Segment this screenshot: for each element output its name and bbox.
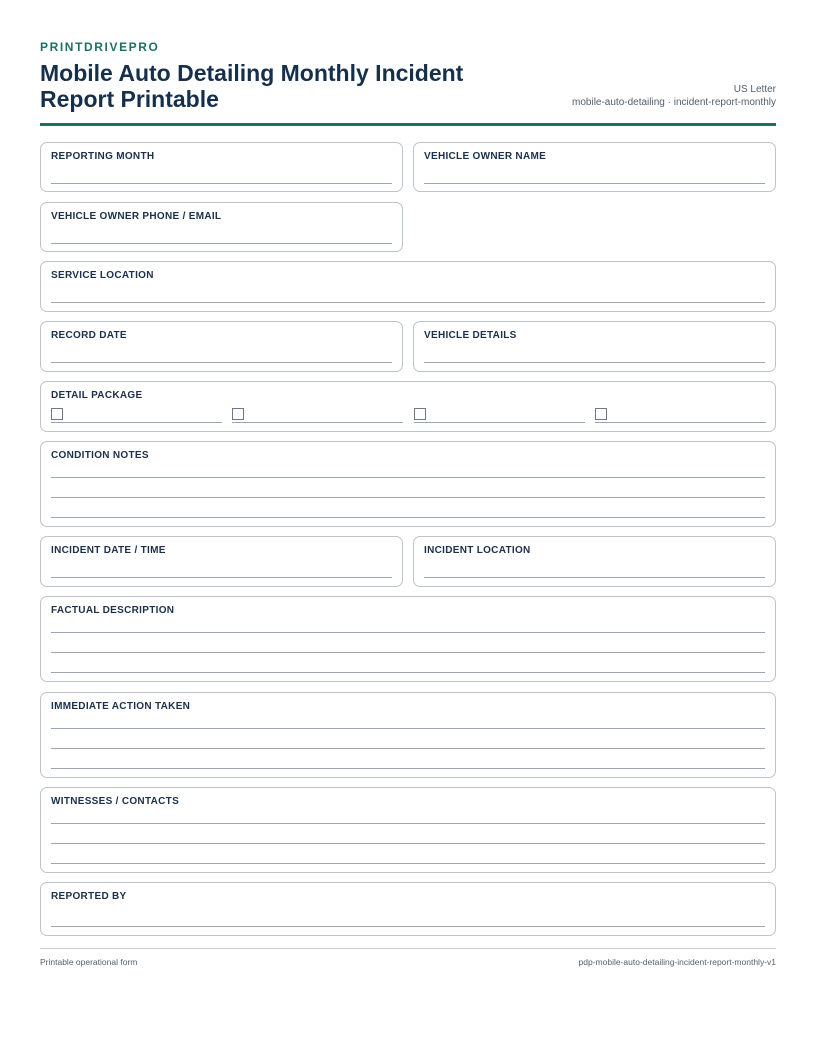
condition-notes-label: CONDITION NOTES bbox=[51, 450, 149, 461]
factual-description-label: FACTUAL DESCRIPTION bbox=[51, 605, 175, 616]
detail-package-label: DETAIL PACKAGE bbox=[51, 390, 143, 401]
service-location-input-line[interactable] bbox=[51, 302, 765, 303]
incident-location-label: INCIDENT LOCATION bbox=[424, 545, 531, 556]
condition-notes-line-1[interactable] bbox=[51, 477, 765, 478]
service-location-field bbox=[40, 261, 776, 312]
reporting-month-input-line[interactable] bbox=[51, 183, 392, 184]
witnesses-line-2[interactable] bbox=[51, 843, 765, 844]
page-header bbox=[40, 40, 776, 126]
factual-description-line-3[interactable] bbox=[51, 672, 765, 673]
immediate-action-label: IMMEDIATE ACTION TAKEN bbox=[51, 701, 191, 712]
vehicle-owner-contact-label: VEHICLE OWNER PHONE / EMAIL bbox=[51, 211, 222, 222]
footer-left-text: Printable operational form bbox=[40, 957, 138, 967]
factual-description-line-2[interactable] bbox=[51, 652, 765, 653]
vehicle-owner-contact-input-line[interactable] bbox=[51, 243, 392, 244]
footer-divider bbox=[40, 948, 776, 949]
vehicle-details-label: VEHICLE DETAILS bbox=[424, 330, 517, 341]
checkbox[interactable] bbox=[595, 408, 607, 420]
footer bbox=[40, 957, 776, 967]
immediate-action-line-2[interactable] bbox=[51, 748, 765, 749]
brand-name: PRINTDRIVEPRO bbox=[40, 40, 160, 54]
vehicle-owner-name-input-line[interactable] bbox=[424, 183, 765, 184]
checkbox[interactable] bbox=[51, 408, 63, 420]
reported-by-label: REPORTED BY bbox=[51, 891, 127, 902]
incident-datetime-field bbox=[40, 536, 403, 587]
immediate-action-line-3[interactable] bbox=[51, 768, 765, 769]
footer-form-id: pdp-mobile-auto-detailing-incident-report-monthly-v1 bbox=[578, 957, 776, 967]
witnesses-line-1[interactable] bbox=[51, 823, 765, 824]
record-date-input-line[interactable] bbox=[51, 362, 392, 363]
vehicle-details-field bbox=[413, 321, 776, 372]
vehicle-owner-contact-field bbox=[40, 202, 403, 252]
factual-description-field bbox=[40, 596, 776, 682]
immediate-action-line-1[interactable] bbox=[51, 728, 765, 729]
reporting-month-label: REPORTING MONTH bbox=[51, 151, 155, 162]
record-date-label: RECORD DATE bbox=[51, 330, 127, 341]
checkbox[interactable] bbox=[232, 408, 244, 420]
header-meta bbox=[572, 83, 776, 112]
detail-package-option-4[interactable] bbox=[595, 408, 766, 423]
reported-by-input-line[interactable] bbox=[51, 926, 765, 927]
detail-package-option-1[interactable] bbox=[51, 408, 222, 423]
detail-package-option-2[interactable] bbox=[232, 408, 403, 423]
paper-size: US Letter bbox=[733, 84, 776, 95]
condition-notes-line-2[interactable] bbox=[51, 497, 765, 498]
incident-location-field bbox=[413, 536, 776, 587]
vehicle-owner-name-field bbox=[413, 142, 776, 192]
immediate-action-field bbox=[40, 692, 776, 778]
incident-datetime-input-line[interactable] bbox=[51, 577, 392, 578]
factual-description-line-1[interactable] bbox=[51, 632, 765, 633]
incident-datetime-label: INCIDENT DATE / TIME bbox=[51, 545, 166, 556]
checkbox[interactable] bbox=[414, 408, 426, 420]
service-location-label: SERVICE LOCATION bbox=[51, 270, 154, 281]
page-title: Mobile Auto Detailing Monthly Incident Report Printable bbox=[40, 60, 464, 112]
witnesses-label: WITNESSES / CONTACTS bbox=[51, 796, 180, 807]
record-date-field bbox=[40, 321, 403, 372]
witnesses-line-3[interactable] bbox=[51, 863, 765, 864]
form-slug: mobile-auto-detailing · incident-report-monthly bbox=[572, 97, 776, 108]
detail-package-field bbox=[40, 381, 776, 432]
detail-package-option-3[interactable] bbox=[414, 408, 585, 423]
witnesses-field bbox=[40, 787, 776, 873]
vehicle-owner-name-label: VEHICLE OWNER NAME bbox=[424, 151, 547, 162]
reported-by-field bbox=[40, 882, 776, 936]
incident-location-input-line[interactable] bbox=[424, 577, 765, 578]
condition-notes-field bbox=[40, 441, 776, 527]
condition-notes-line-3[interactable] bbox=[51, 517, 765, 518]
vehicle-details-input-line[interactable] bbox=[424, 362, 765, 363]
header bbox=[40, 60, 776, 126]
reporting-month-field bbox=[40, 142, 403, 192]
